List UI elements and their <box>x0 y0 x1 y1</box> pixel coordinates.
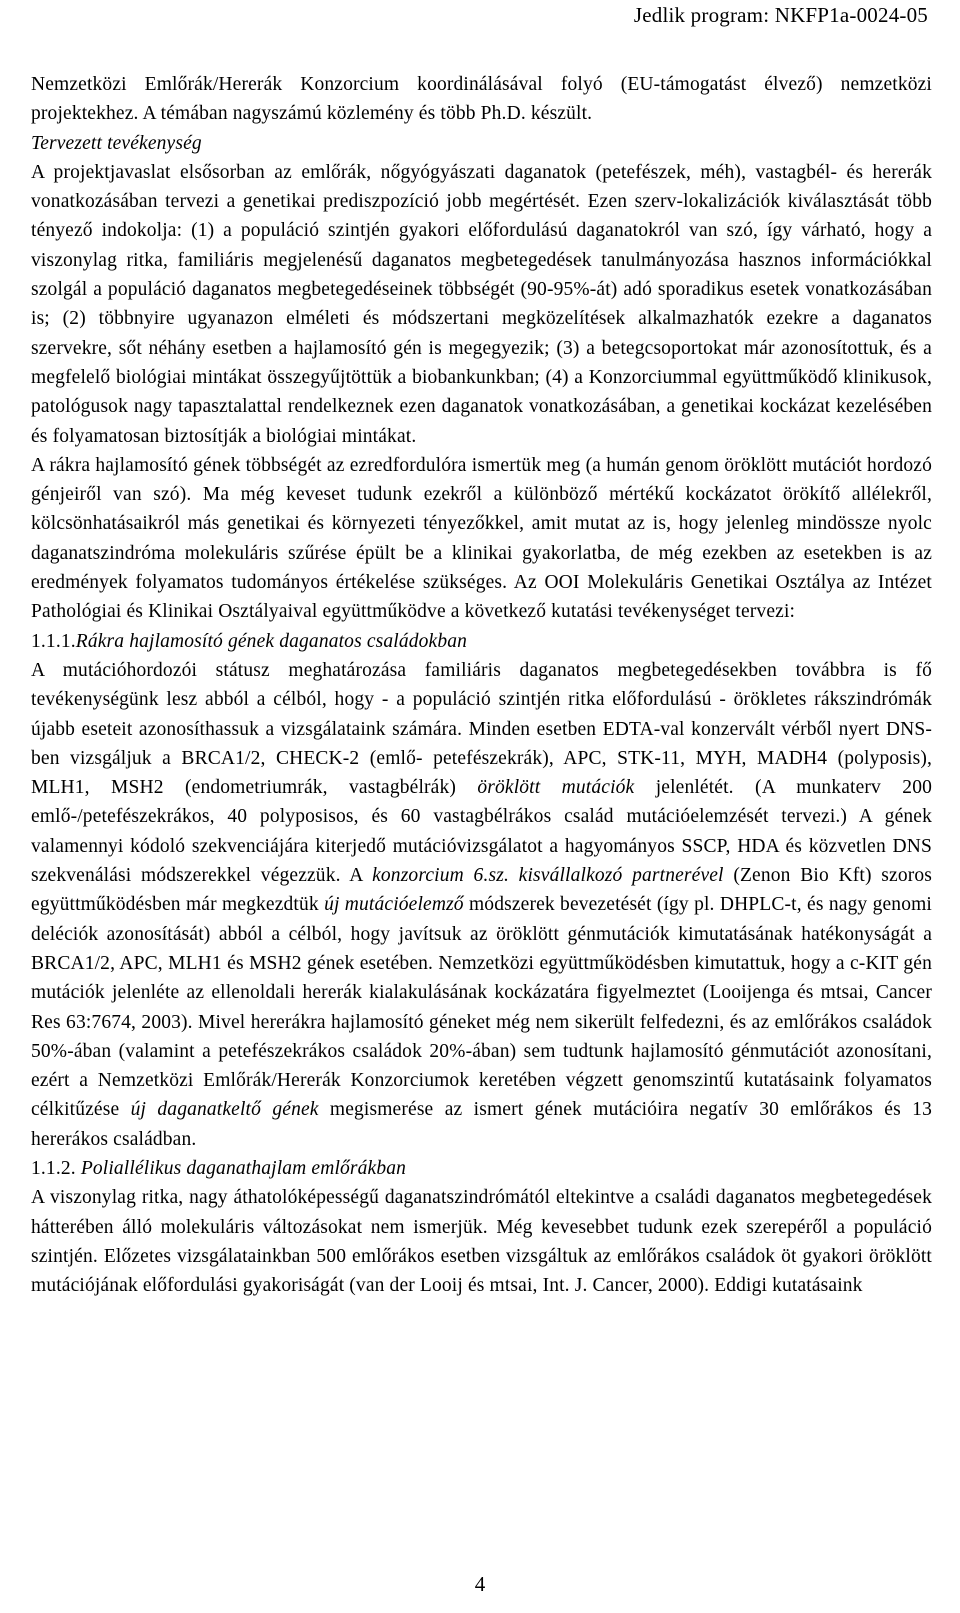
section-number: 1.1.2. <box>31 1157 76 1179</box>
section-1-1-1-heading <box>31 627 932 656</box>
emphasis-run: új mutációelemző <box>324 894 464 916</box>
emphasis-run: öröklött mutációk <box>477 777 635 799</box>
page-number: 4 <box>474 1572 486 1596</box>
emphasis-run: új daganatkeltő gének <box>130 1099 319 1121</box>
intro-paragraph: Nemzetközi Emlőrák/Hererák Konzorcium koordinálásával folyó (EU-támogatást élvező) nemzetközi projektekhez. A témában nagyszámú közlemény és több Ph.D. készült. <box>31 74 932 125</box>
text-run: (Zenon Bio Kft) szoros együttműködésben már megkezdtük <box>31 865 933 916</box>
document-body <box>31 70 932 1300</box>
section-title: Rákra hajlamosító gének daganatos családokban <box>75 630 468 652</box>
section-title: Poliallélikus daganathajlam emlőrákban <box>80 1157 407 1179</box>
document-header <box>634 2 928 28</box>
paragraph-predisposing-genes: A rákra hajlamosító gének többségét az ezredfordulóra ismertük meg (a humán genom öröklött mutációt hordozó génjeiről van szó). Ma még keveset tudunk ezekről a különböző mértékű kockázatot örökítő allélekről, kölcsönhatásaikról más genetikai és környezeti tényezőkkel, amit mutat az is, hogy jelenleg mindössze nyolc daganatszindróma molekuláris szűrése épült be a klinikai gyakorlatba, de még ezekben az esetekben is az eredmények folyamatos tudományos értékelése szükséges. Az OOI Molekuláris Genetikai Osztálya az Intézet Pathológiai és Klinikai Osztályaival együttműködve a következő kutatási tevékenységet tervezi: <box>31 454 932 623</box>
paragraph-project-proposal: A projektjavaslat elsősorban az emlőrák, nőgyógyászati daganatok (petefészek, méh), vastagbél- és hererák vonatkozásában tervezi a genetikai prediszpozíció jobb megértését. Ezen szerv-lokalizációk kiválasztását több tényező indokolja: (1) a populáció szintjén gyakori előfordulású daganatokról van szó, így várható, hogy a viszonylag ritka, familiáris megjelenésű daganatos megbetegedések tanulmányozása hasznos információkkal szolgál a populáció daganatos megbetegedéseinek többségét (90-95%-át) adó sporadikus esetek vonatkozásában is; (2) többnyire ugyanazon elméleti és módszertani megközelítések alkalmazhatók ezekre a daganatos szervekre, sőt néhány esetben a hajlamosító gén is megegyezik; (3) a betegcsoportokat már azonosítottuk, és a megfelelő biológiai mintákat összegyűjtöttük a biobankunkban; (4) a Konzorciummal együttműködő klinikusok, patológusok nagy tapasztalattal rendelkeznek ezen daganatok vonatkozásában, a genetikai kockázat kezelésében és folyamatosan biztosítják a biológiai mintákat. <box>31 161 932 447</box>
paragraph-mutation-carrier-status <box>31 656 932 1154</box>
emphasis-run: konzorcium 6.sz. kisvállalkozó partnerével <box>372 865 724 887</box>
section-1-1-2-heading <box>31 1154 932 1183</box>
program-label: Jedlik program: NKFP1a-0024-05 <box>633 3 928 27</box>
text-run: jelenlétét. (A munkaterv 200 emlő-/petefészekrákos, 40 polyposisos, és 60 vastagbélrákos család mutációelemzését tervezi.) A gének valamennyi kódoló szekvenciájára kiterjedő mutációvizsgálatot a hagyományos SSCP, HDA és közvetlen DNS szekvenálási módszerekkel végezzük. A <box>31 777 933 887</box>
text-run: A mutációhordozói státusz meghatározása familiáris daganatos megbetegedésekben továbbra is fő tevékenységünk lesz abból a célból, hogy - a populáció szintjén ritka előfordulású - örökletes rákszindrómák újabb eseteit azonosíthassuk a vizsgálataink számára. Minden esetben EDTA-val konzervált vérből nyert DNS-ben vizsgáljuk a BRCA1/2, CHECK-2 (emlő- petefészekrák), APC, STK-11, MYH, MADH4 (polyposis), MLH1, MSH2 (endometriumrák, vastagbélrák) <box>31 659 932 799</box>
paragraph-polyallelic: A viszonylag ritka, nagy áthatolóképességű daganatszindrómától eltekintve a családi daganatos megbetegedések hátterében álló molekuláris változásokat nem ismerjük. Még kevesebbet tudunk ezek szerepéről a populáció szintjén. Előzetes vizsgálatainkban 500 emlőrákos esetben vizsgáltuk az emlőrákos családok öt gyakori öröklött mutációjának előfordulási gyakoriságát (van der Looij és mtsai, Int. J. Cancer, 2000). Eddigi kutatásaink <box>31 1187 932 1297</box>
text-run: módszerek bevezetését (így pl. DHPLC-t, és nagy genomi deléciók azonosítását) abból a célból, hogy javítsuk az öröklött génmutációk kimutatásának hatékonyságát a BRCA1/2, APC, MLH1 és MSH2 gének esetében. Nemzetközi együttműködésben kimutattuk, hogy a c-KIT gén mutációk jelenléte az ellenoldali hererák kialakulásának kockázatára figyelmeztet (Looijenga és mtsai, Cancer Res 63:7674, 2003). Mivel hererákra hajlamosító géneket még nem sikerült felfedezni, és az emlőrákos családok 50%-ában (valamint a petefészekrákos családok 20%-ában) sem tudtunk hajlamosító génmutációt azonosítani, ezért a Nemzetközi Emlőrák/Hererák Konzorciumok keretében végzett genomszintű kutatásaink folyamatos célkitűzése <box>31 894 932 1121</box>
planned-activity-heading: Tervezett tevékenység <box>31 132 202 154</box>
text-run: megismerése az ismert gének mutációira negatív 30 emlőrákos és 13 hererákos családban. <box>31 1099 932 1150</box>
section-number: 1.1.1. <box>31 630 76 652</box>
